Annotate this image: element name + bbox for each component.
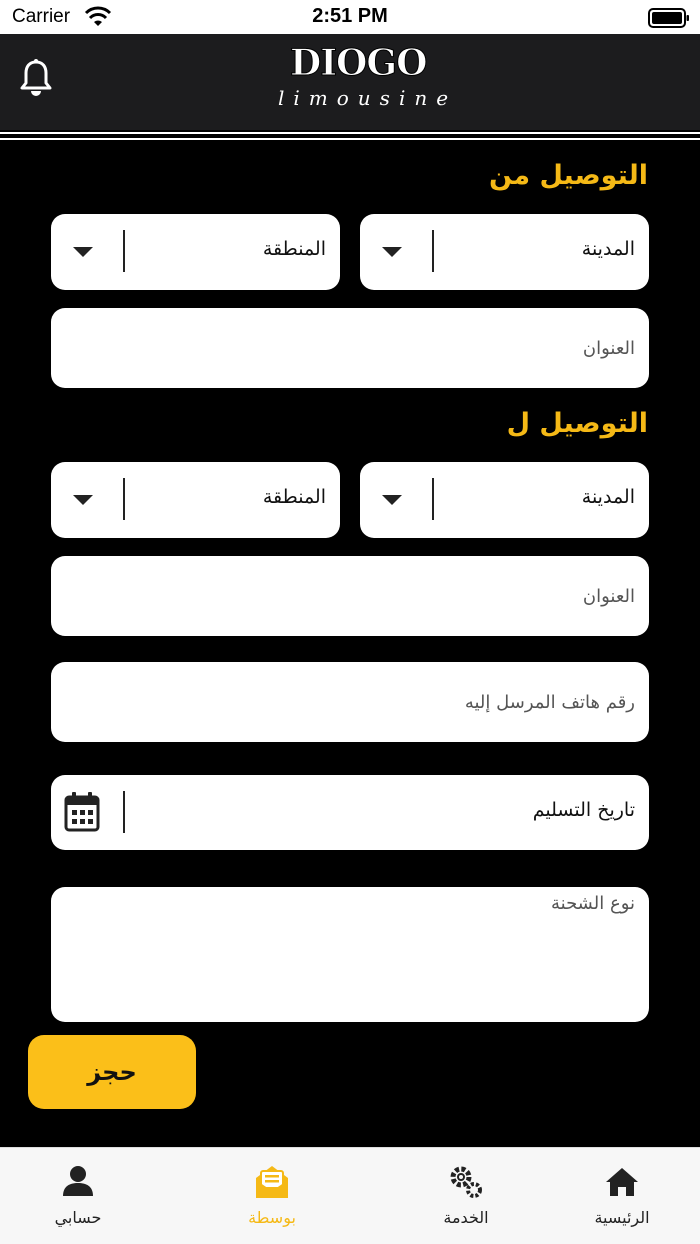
tab-home[interactable] [552,1148,692,1244]
pickup-address-input[interactable] [63,332,635,364]
dropoff-city-select[interactable] [360,462,649,538]
delivery-date-label: تاريخ التسليم [532,799,635,821]
calendar-icon[interactable] [63,791,101,833]
book-button[interactable]: حجز [28,1035,196,1109]
pickup-area-select[interactable] [51,214,340,290]
chevron-down-icon [382,247,402,257]
mail-envelope-icon [252,1162,292,1202]
divider [123,478,125,520]
divider [123,791,125,833]
carrier-label: Carrier [12,6,71,27]
dropoff-address-input[interactable] [63,580,635,612]
app-header [0,34,700,130]
dropoff-address-field[interactable] [51,556,649,636]
tab-label: حسابي [54,1208,102,1227]
bell-icon[interactable] [18,58,54,98]
gears-icon [446,1162,486,1202]
battery-icon [648,8,690,28]
person-icon [58,1162,98,1202]
pickup-city-label: المدينة [581,238,635,260]
shipment-type-field[interactable] [51,887,649,1022]
dropoff-section-title: التوصيل ل [506,408,648,439]
header-stripe [0,130,700,142]
clock-time: 2:51 PM [312,5,388,27]
pickup-section-title: التوصيل من [489,160,648,191]
shipment-type-textarea[interactable] [63,893,635,1013]
dropoff-area-label: المنطقة [262,486,326,508]
home-icon [602,1162,642,1202]
chevron-down-icon [73,495,93,505]
recipient-phone-field[interactable] [51,662,649,742]
bottom-tab-bar [0,1147,700,1244]
tab-label: بوسطة [248,1208,296,1227]
tab-label: الرئيسية [594,1208,650,1227]
diogo-limousine-logo [270,42,458,120]
pickup-address-field[interactable] [51,308,649,388]
tab-service[interactable] [396,1148,536,1244]
divider [432,478,434,520]
chevron-down-icon [73,247,93,257]
status-bar [0,0,700,34]
tab-label: الخدمة [443,1208,489,1227]
pickup-area-label: المنطقة [262,238,326,260]
delivery-date-field[interactable] [51,775,649,850]
dropoff-area-select[interactable] [51,462,340,538]
chevron-down-icon [382,495,402,505]
logo-sub-text: limousine [278,86,458,110]
tab-mail[interactable] [202,1148,342,1244]
recipient-phone-input[interactable] [63,686,635,718]
pickup-city-select[interactable] [360,214,649,290]
divider [432,230,434,272]
tab-account[interactable] [8,1148,148,1244]
logo-main-text: DIOGO [290,42,427,84]
dropoff-city-label: المدينة [581,486,635,508]
divider [123,230,125,272]
